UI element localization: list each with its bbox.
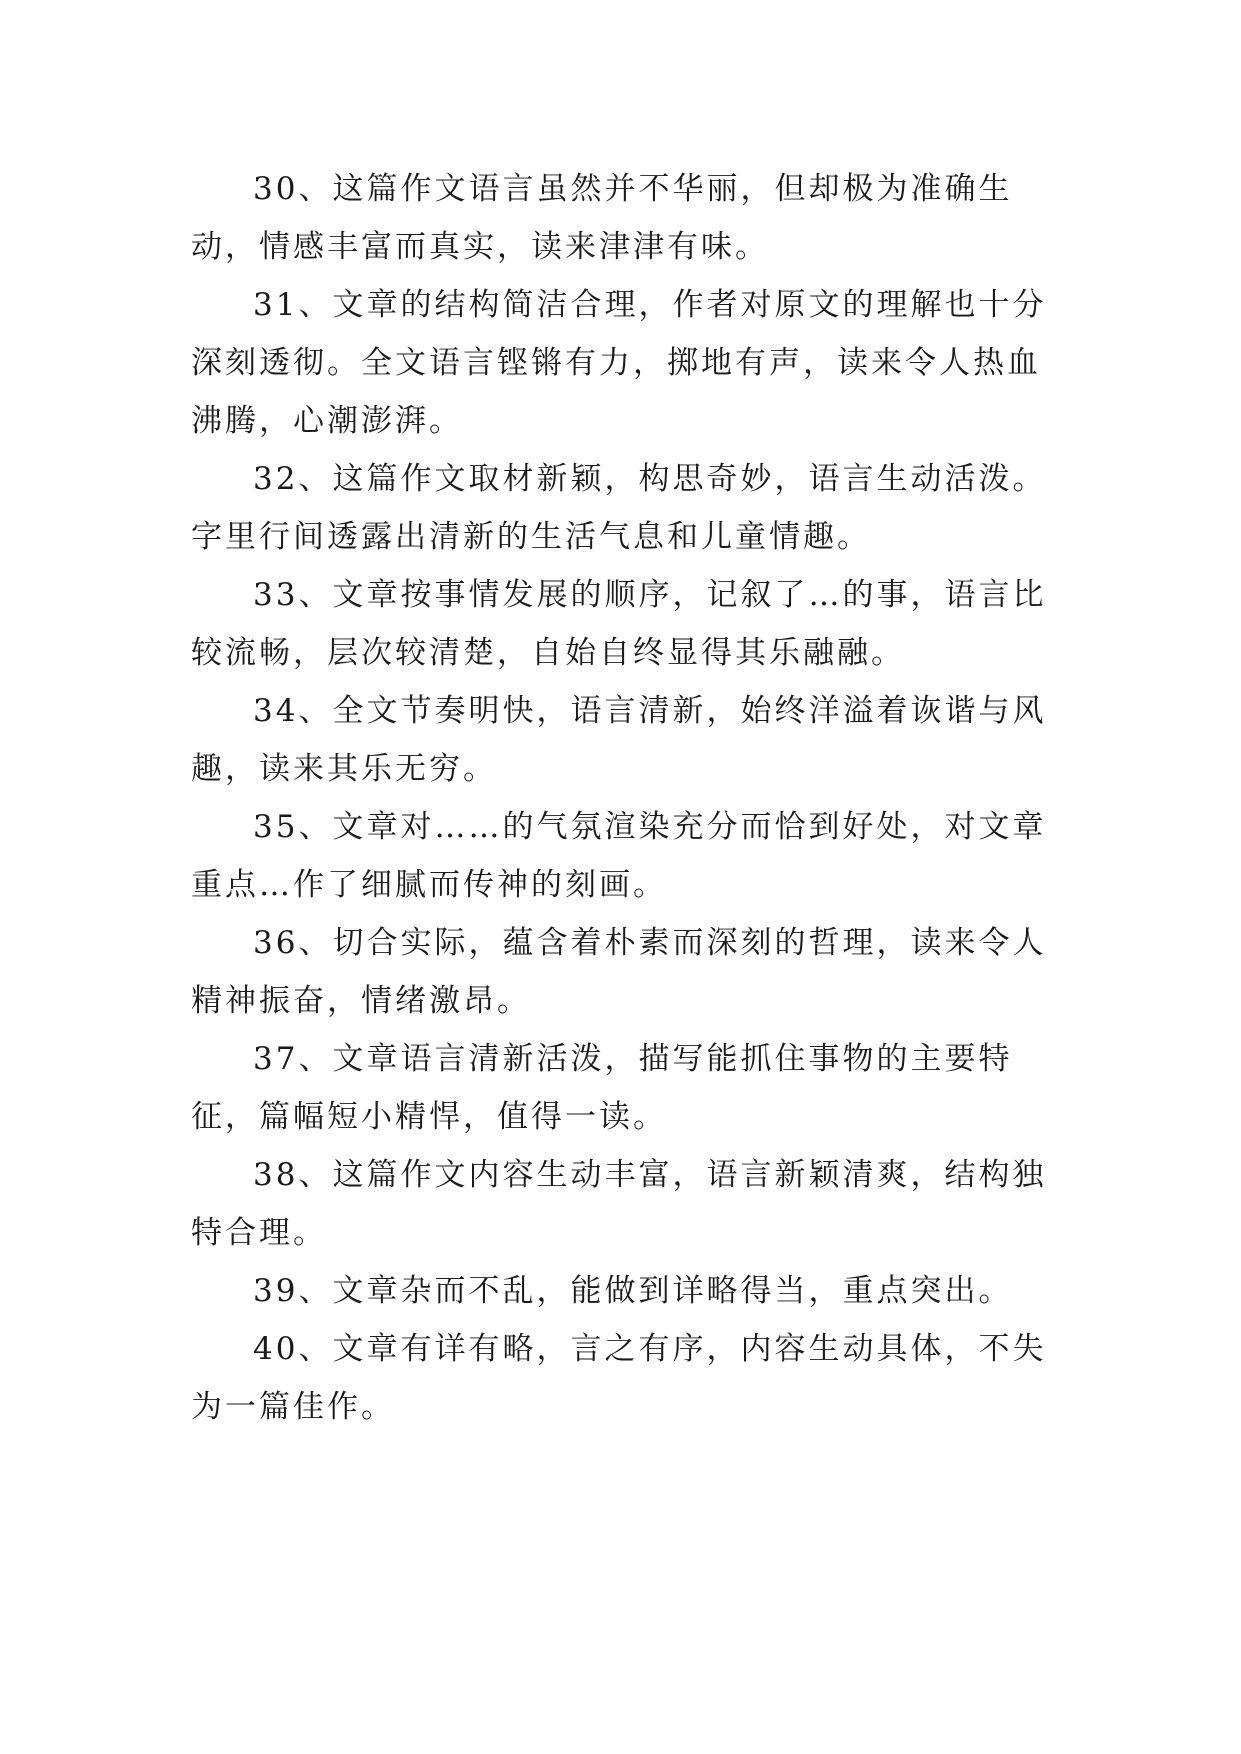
paragraph-35: 35、文章对……的气氛渲染充分而恰到好处，对文章重点…作了细腻而传神的刻画。 — [191, 809, 1047, 903]
paragraph-30: 30、这篇作文语言虽然并不华丽，但却极为准确生动，情感丰富而真实，读来津津有味。 — [191, 171, 1013, 265]
paragraph-33: 33、文章按事情发展的顺序，记叙了…的事，语言比较流畅，层次较清楚，自始自终显得其乐融融。 — [191, 577, 1047, 671]
paragraph-37: 37、文章语言清新活泼，描写能抓住事物的主要特征，篇幅短小精悍，值得一读。 — [191, 1041, 1013, 1135]
paragraph-32: 32、这篇作文取材新颖，构思奇妙，语言生动活泼。字里行间透露出清新的生活气息和儿童情趣。 — [191, 461, 1047, 555]
paragraph-39: 39、文章杂而不乱，能做到详略得当，重点突出。 — [253, 1273, 1013, 1309]
paragraph-36: 36、切合实际，蕴含着朴素而深刻的哲理，读来令人精神振奋，情绪激昂。 — [191, 925, 1047, 1019]
paragraph-40: 40、文章有详有略，言之有序，内容生动具体，不失为一篇佳作。 — [191, 1331, 1047, 1425]
paragraph-38: 38、这篇作文内容生动丰富，语言新颖清爽，结构独特合理。 — [191, 1157, 1047, 1251]
paragraph-31: 31、文章的结构简洁合理，作者对原文的理解也十分深刻透彻。全文语言铿锵有力，掷地有声，读来令人热血沸腾，心潮澎湃。 — [191, 287, 1047, 439]
paragraph-34: 34、全文节奏明快，语言清新，始终洋溢着诙谐与风趣，读来其乐无穷。 — [191, 693, 1047, 787]
document-body — [191, 160, 1051, 1436]
